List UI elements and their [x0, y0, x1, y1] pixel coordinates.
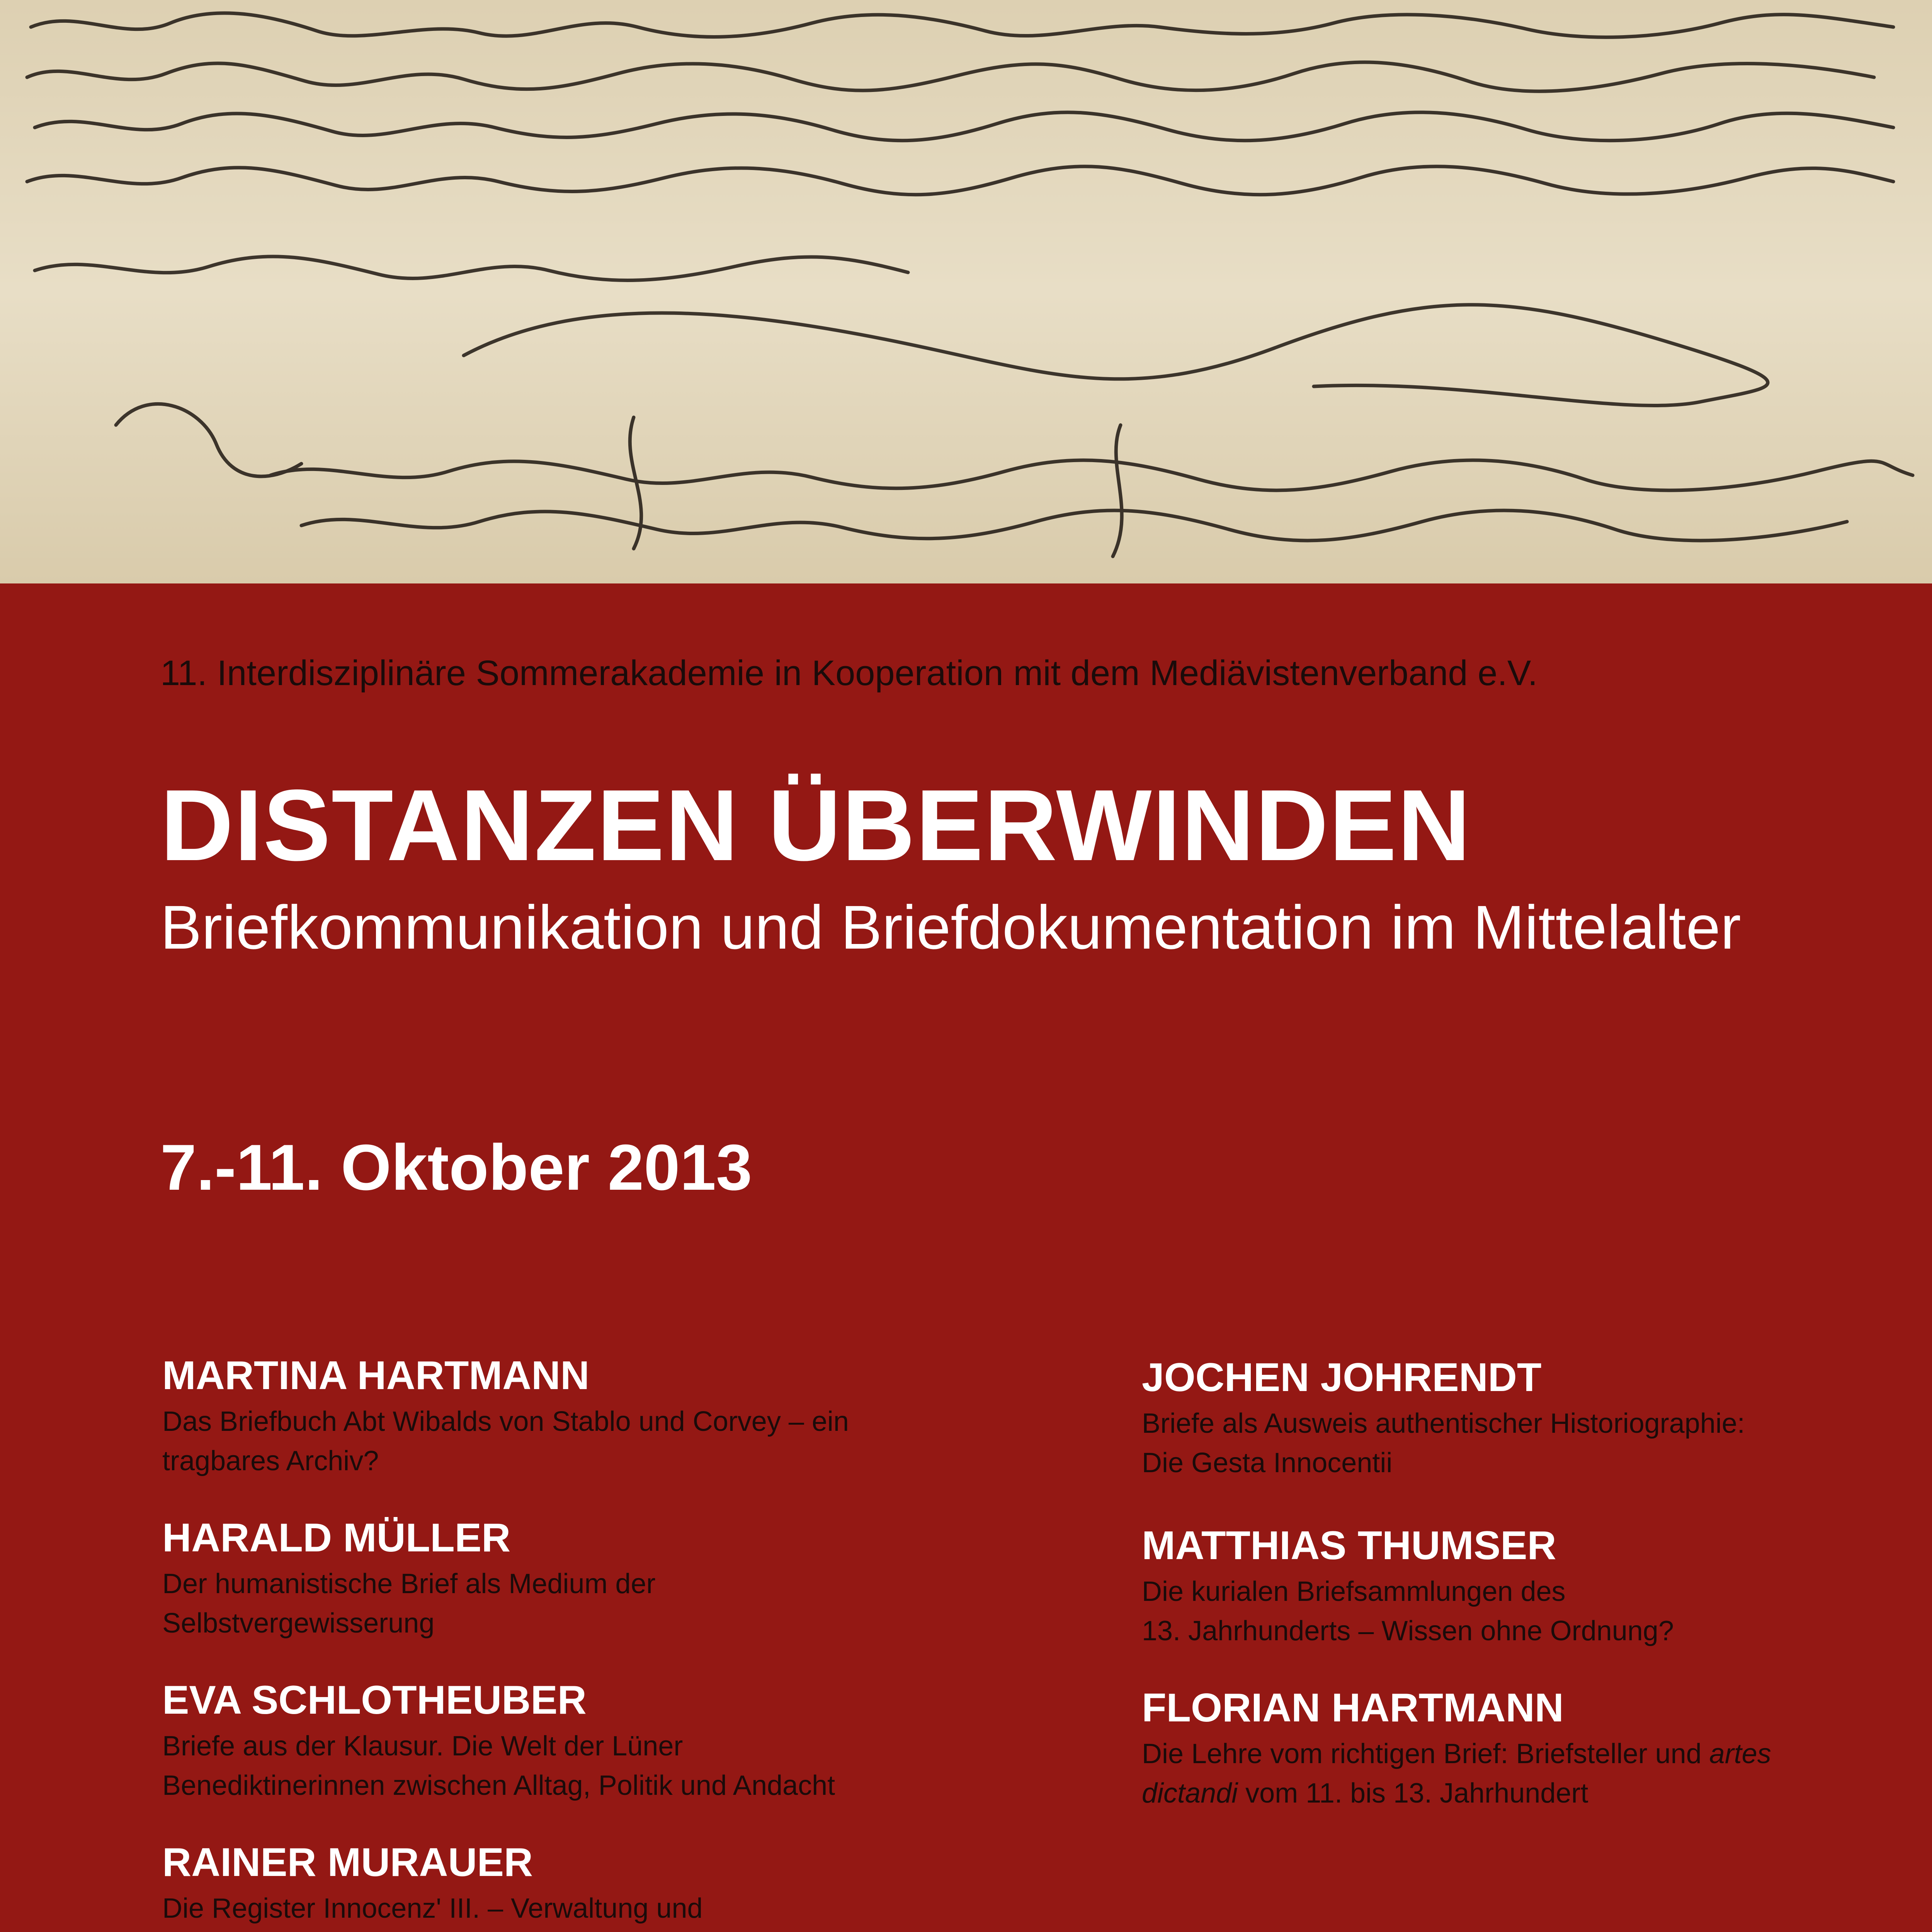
speaker-block — [1142, 1685, 1932, 1813]
speaker-name: MATTHIAS THUMSER — [1142, 1523, 1556, 1568]
talk-title-text: vom 11. bis 13. Jahrhundert — [1238, 1778, 1588, 1809]
talk-title-line — [162, 1928, 1070, 1932]
talk-title-text: Die Lehre vom richtigen Brief: Briefsteller und — [1142, 1738, 1709, 1769]
page-title: DISTANZEN ÜBERWINDEN — [160, 769, 1471, 882]
speaker-block — [162, 1677, 1070, 1805]
speaker-name: RAINER MURAUER — [162, 1840, 533, 1885]
talk-title-line: Die Register Innocenz' III. – Verwaltung und — [162, 1893, 703, 1924]
talk-title-line: Der humanistische Brief als Medium der — [162, 1568, 656, 1599]
event-kicker: 11. Interdisziplinäre Sommerakademie in Kooperation mit dem Mediävistenverband e.V. — [160, 653, 1538, 693]
talk-title-italic: dictandi — [1142, 1778, 1238, 1809]
talk-title-line: Selbstvergewisserung — [162, 1608, 435, 1639]
speaker-block — [1142, 1522, 1932, 1651]
talk-title-italic: artes — [1709, 1738, 1771, 1769]
talk-title-line — [1142, 1734, 1932, 1774]
talk-title-line: Die kurialen Briefsammlungen des — [1142, 1576, 1566, 1607]
manuscript-image — [0, 0, 1932, 583]
handwriting-strokes — [0, 0, 1932, 583]
talk-title-line: Benediktinerinnen zwischen Alltag, Politik und Andacht — [162, 1770, 835, 1801]
speaker-name: FLORIAN HARTMANN — [1142, 1685, 1564, 1730]
talk-title-line: 13. Jahrhunderts – Wissen ohne Ordnung? — [1142, 1616, 1674, 1646]
talk-title-line — [1142, 1774, 1932, 1813]
speaker-name: JOCHEN JOHRENDT — [1142, 1355, 1542, 1400]
talk-title-line: Briefe als Ausweis authentischer Historiographie: — [1142, 1408, 1745, 1439]
speaker-name: HARALD MÜLLER — [162, 1515, 511, 1560]
speaker-name: EVA SCHLOTHEUBER — [162, 1678, 587, 1723]
event-date: 7.-11. Oktober 2013 — [160, 1131, 752, 1204]
speaker-block — [162, 1839, 1070, 1932]
page-subtitle: Briefkommunikation und Briefdokumentation im Mittelalter — [160, 893, 1741, 962]
talk-title-line: tragbares Archiv? — [162, 1446, 379, 1476]
speaker-block — [162, 1352, 1070, 1481]
speaker-block — [162, 1515, 1070, 1643]
speaker-block — [1142, 1354, 1932, 1483]
talk-title-line: Briefe aus der Klausur. Die Welt der Lüner — [162, 1731, 683, 1762]
speaker-name: MARTINA HARTMANN — [162, 1353, 590, 1398]
talk-title-line: Das Briefbuch Abt Wibalds von Stablo und Corvey – ein — [162, 1406, 849, 1437]
talk-title-line: Die Gesta Innocentii — [1142, 1447, 1393, 1478]
